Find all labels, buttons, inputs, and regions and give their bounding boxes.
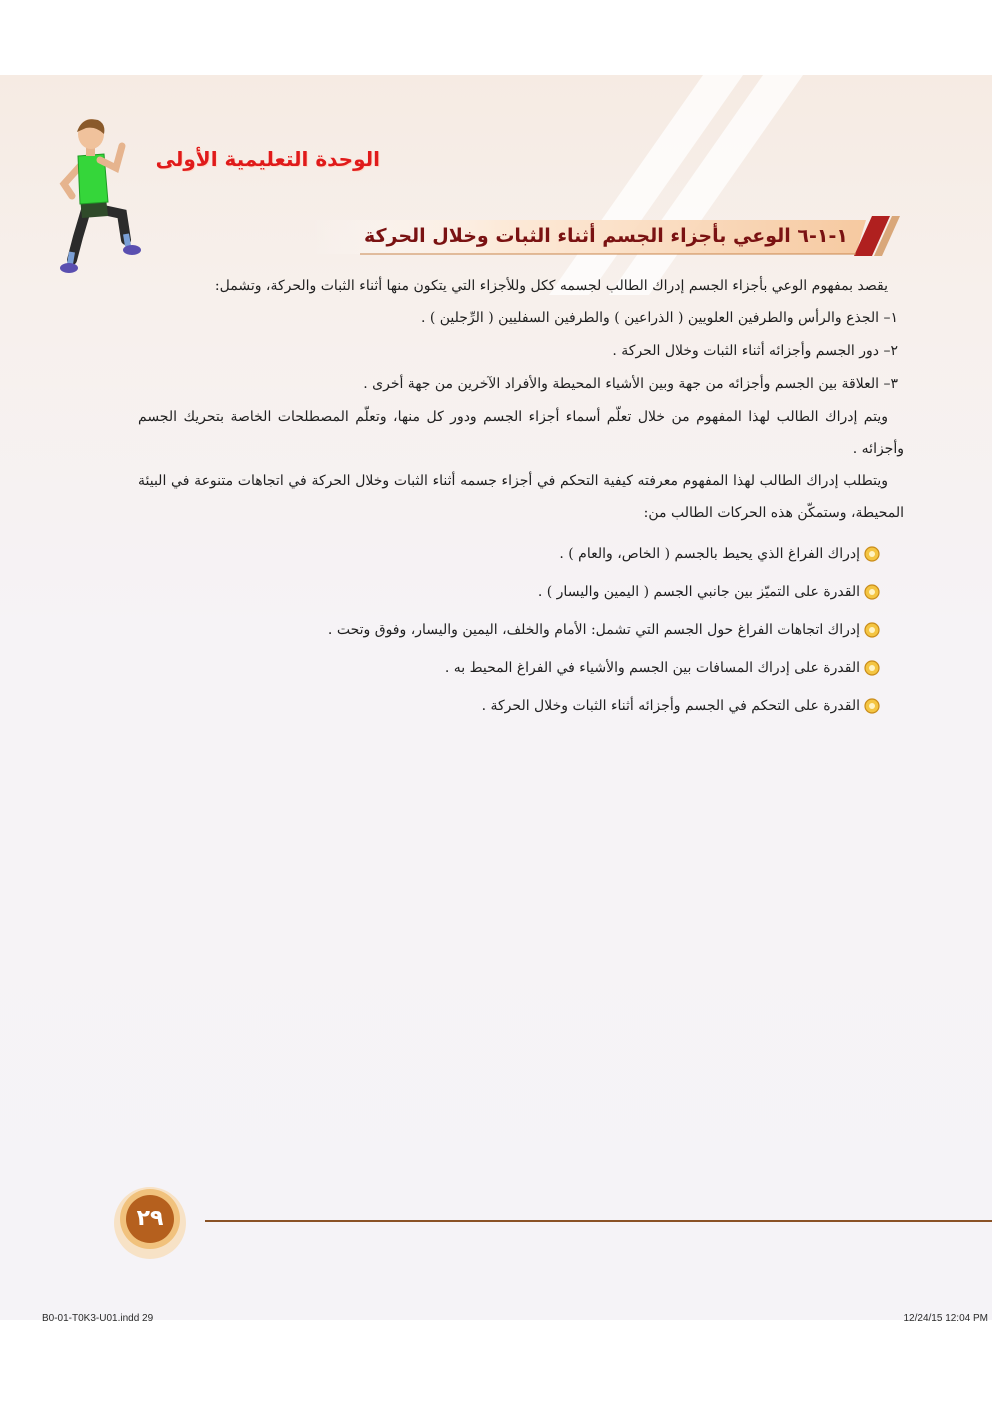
bullet-list bbox=[138, 535, 904, 725]
numbered-item: ٢– دور الجسم وأجزائه أثناء الثبات وخلال الحركة . bbox=[612, 343, 898, 359]
numbered-item: ١– الجذع والرأس والطرفين العلويين ( الذراعين ) والطرفين السفليين ( الرِّجلين ) . bbox=[420, 310, 898, 326]
bullet-circle-icon bbox=[864, 660, 880, 676]
content-body bbox=[138, 270, 904, 725]
paragraph-three: ويتطلب إدراك الطالب لهذا المفهوم معرفته كيفية التحكم في أجزاء جسمه أثناء الثبات وخلال الحركة في اتجاهات متنوعة في البيئة المحيطة، وستمكّن هذه الحركات الطالب من: bbox=[138, 473, 904, 521]
list-item bbox=[138, 649, 904, 687]
bullet-text: إدراك الفراغ الذي يحيط بالجسم ( الخاص، والعام ) . bbox=[559, 546, 860, 562]
print-file-info: B0-01-T0K3-U01.indd 29 bbox=[42, 1313, 154, 1324]
bullet-text: القدرة على التميّز بين جانبي الجسم ( اليمين واليسار ) . bbox=[537, 584, 860, 600]
list-item bbox=[138, 573, 904, 611]
intro-paragraph: يقصد بمفهوم الوعي بأجزاء الجسم إدراك الطالب لجسمه ككل وللأجزاء التي يتكون منها أثناء الثبات والحركة، وتشمل: bbox=[214, 278, 888, 294]
page-number: ٢٩ bbox=[136, 1206, 164, 1231]
print-date-info: 12/24/15 12:04 PM bbox=[903, 1313, 988, 1324]
list-item bbox=[138, 687, 904, 725]
numbered-item: ٣– العلاقة بين الجسم وأجزائه من جهة وبين الأشياء المحيطة والأفراد الآخرين من جهة أخرى . bbox=[363, 376, 898, 392]
list-item bbox=[138, 611, 904, 649]
runner-icon bbox=[42, 112, 152, 277]
bullet-text: القدرة على التحكم في الجسم وأجزائه أثناء الثبات وخلال الحركة . bbox=[481, 698, 860, 714]
list-item bbox=[138, 535, 904, 573]
bullet-circle-icon bbox=[864, 546, 880, 562]
bullet-text: إدراك اتجاهات الفراغ حول الجسم التي تشمل: الأمام والخلف، اليمين واليسار، وفوق وتحت . bbox=[327, 622, 860, 638]
unit-title: الوحدة التعليمية الأولى bbox=[155, 147, 380, 171]
bullet-circle-icon bbox=[864, 622, 880, 638]
bullet-circle-icon bbox=[864, 698, 880, 714]
section-title: ١-١-٦ الوعي بأجزاء الجسم أثناء الثبات وخلال الحركة bbox=[363, 225, 848, 247]
footer-divider bbox=[205, 1220, 992, 1222]
paragraph-two: ويتم إدراك الطالب لهذا المفهوم من خلال تعلّم أسماء أجزاء الجسم ودور كل منها، وتعلّم المصطلحات الخاصة بتحريك الجسم وأجزائه . bbox=[138, 409, 904, 457]
bullet-text: القدرة على إدراك المسافات بين الجسم والأشياء في الفراغ المحيط به . bbox=[444, 660, 860, 676]
section-banner bbox=[300, 214, 900, 258]
bullet-circle-icon bbox=[864, 584, 880, 600]
